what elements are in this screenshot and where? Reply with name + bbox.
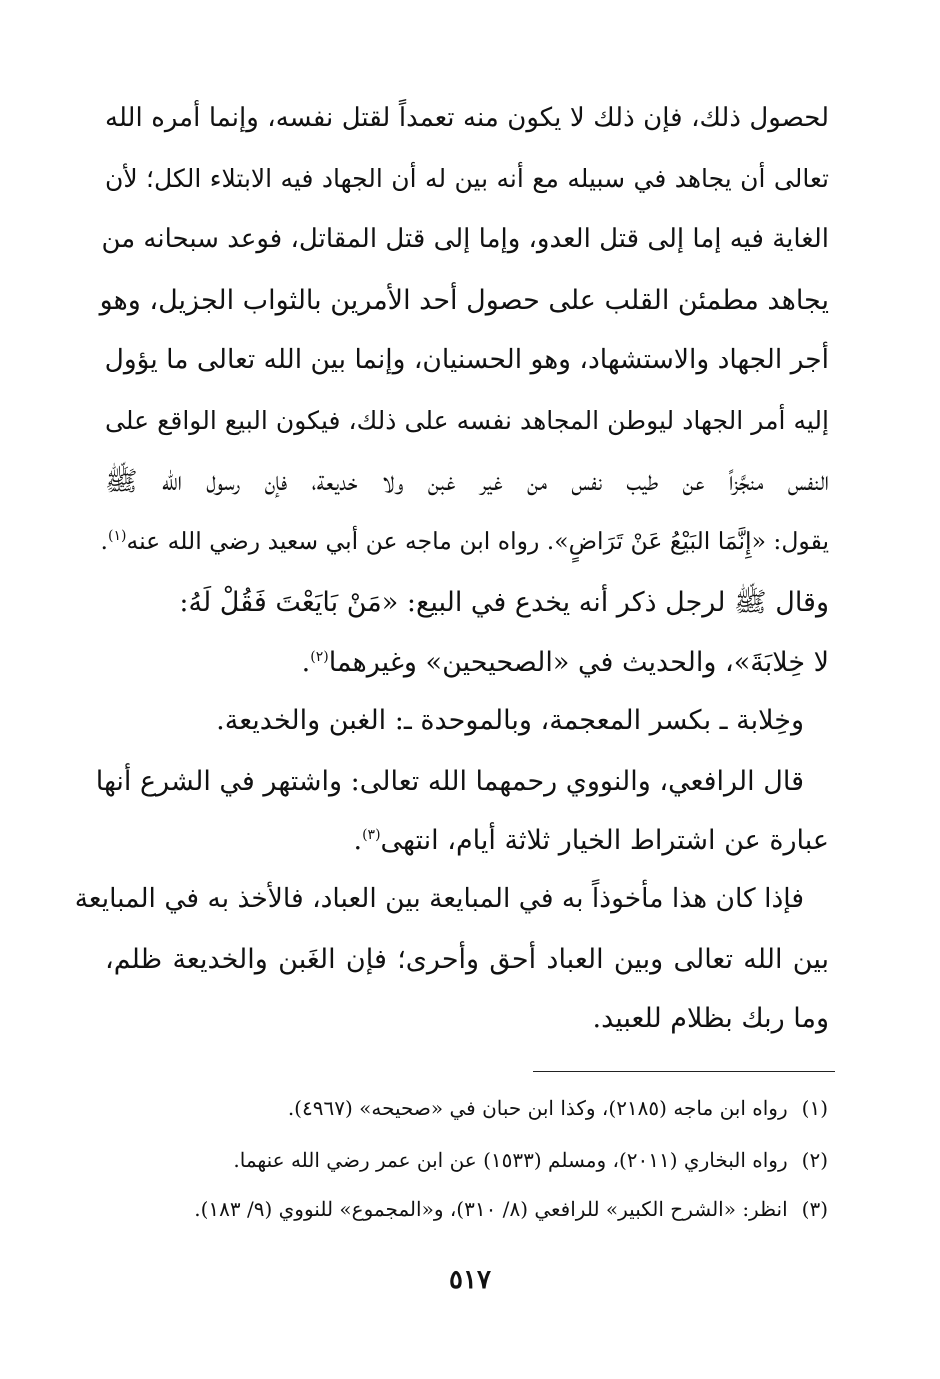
paragraph-4-line-1: قال الرافعي، والنووي رحمهما الله تعالى: واشتهر في الشرع أنها	[95, 766, 804, 797]
footnote-3-text: انظر: «الشرح الكبير» للرافعي (٨/ ٣١٠)، و«المجموع» للنووي (٩/ ١٨٣).	[194, 1197, 788, 1221]
paragraph-4-line-2	[353, 821, 829, 861]
paragraph-5-line-3: وما ربك بظلام للعبيد.	[592, 1003, 829, 1034]
paragraph-2-line-2	[302, 643, 829, 683]
body-line-5: أجر الجهاد والاستشهاد، وهو الحسنيان، وإنما بين الله تعالى ما يؤول	[104, 344, 829, 375]
footnote-2	[233, 1145, 828, 1175]
body-line-3: الغاية فيه إما إلى قتل العدو، وإما إلى قتل المقاتل، فوعد سبحانه من	[101, 224, 829, 254]
body-line-4: يجاهد مطمئن القلب على حصول أحد الأمرين بالثواب الجزيل، وهو	[99, 285, 829, 316]
footnote-1-number: (١)	[801, 1096, 828, 1120]
footnote-ref-2[interactable]: (٢)	[310, 649, 329, 665]
body-line-8	[101, 521, 829, 561]
body-line-1: لحصول ذلك، فإن ذلك لا يكون منه تعمداً لقتل نفسه، وإنما أمره الله	[105, 103, 829, 133]
paragraph-2-line-1: وقال ﷺ لرجل ذكر أنه يخدع في البيع: «مَنْ بَايَعْتَ فَقُلْ لَهُ:	[179, 587, 829, 618]
body-line-2: تعالى أن يجاهد في سبيله مع أنه بين له أن الجهاد فيه الابتلاء الكل؛ لأن	[105, 164, 829, 193]
paragraph-2-end: .	[301, 647, 311, 678]
line-8-text: يقول: «إِنَّمَا البَيْعُ عَنْ تَرَاضٍ». رواه ابن ماجه عن أبي سعيد رضي الله عنه	[126, 527, 829, 555]
paragraph-2-text: لا خِلابَةَ»، والحديث في «الصحيحين» وغيرهما	[328, 647, 829, 678]
footnote-2-number: (٢)	[801, 1148, 828, 1172]
body-line-6: إليه أمر الجهاد ليوطن المجاهد نفسه على ذلك، فيكون البيع الواقع على	[105, 406, 829, 435]
footnote-1	[288, 1093, 828, 1123]
footnote-ref-3[interactable]: (٣)	[362, 827, 381, 843]
page-number: ٥١٧	[449, 1265, 491, 1295]
footnote-separator	[533, 1071, 835, 1072]
footnote-3	[194, 1194, 828, 1224]
footnote-1-text: رواه ابن ماجه (٢١٨٥)، وكذا ابن حبان في «صحيحه» (٤٩٦٧).	[287, 1096, 788, 1120]
paragraph-4-end: .	[353, 825, 363, 856]
footnote-2-text: رواه البخاري (٢٠١١)، ومسلم (١٥٣٣) عن ابن عمر رضي الله عنهما.	[233, 1148, 788, 1172]
paragraph-5-line-1: فإذا كان هذا مأخوذاً به في المبايعة بين العباد، فالأخذ به في المبايعة	[74, 883, 804, 914]
paragraph-4-text: عبارة عن اشتراط الخيار ثلاثة أيام، انتهى	[380, 825, 829, 856]
paragraph-3: وخِلابة ـ بكسر المعجمة، وبالموحدة ـ: الغبن والخديعة.	[216, 705, 804, 736]
body-line-7: النفس منجَّزاً عن طيب نفس من غير غبن ولا خديعة، فإن رسول الله ﷺ	[105, 466, 829, 497]
footnote-ref-1[interactable]: (١)	[108, 528, 127, 545]
paragraph-5-line-2: بين الله تعالى وبين العباد أحق وأحرى؛ فإن الغَبن والخديعة ظلم،	[105, 944, 829, 975]
line-8-end: .	[100, 527, 109, 555]
footnote-3-number: (٣)	[801, 1197, 828, 1221]
